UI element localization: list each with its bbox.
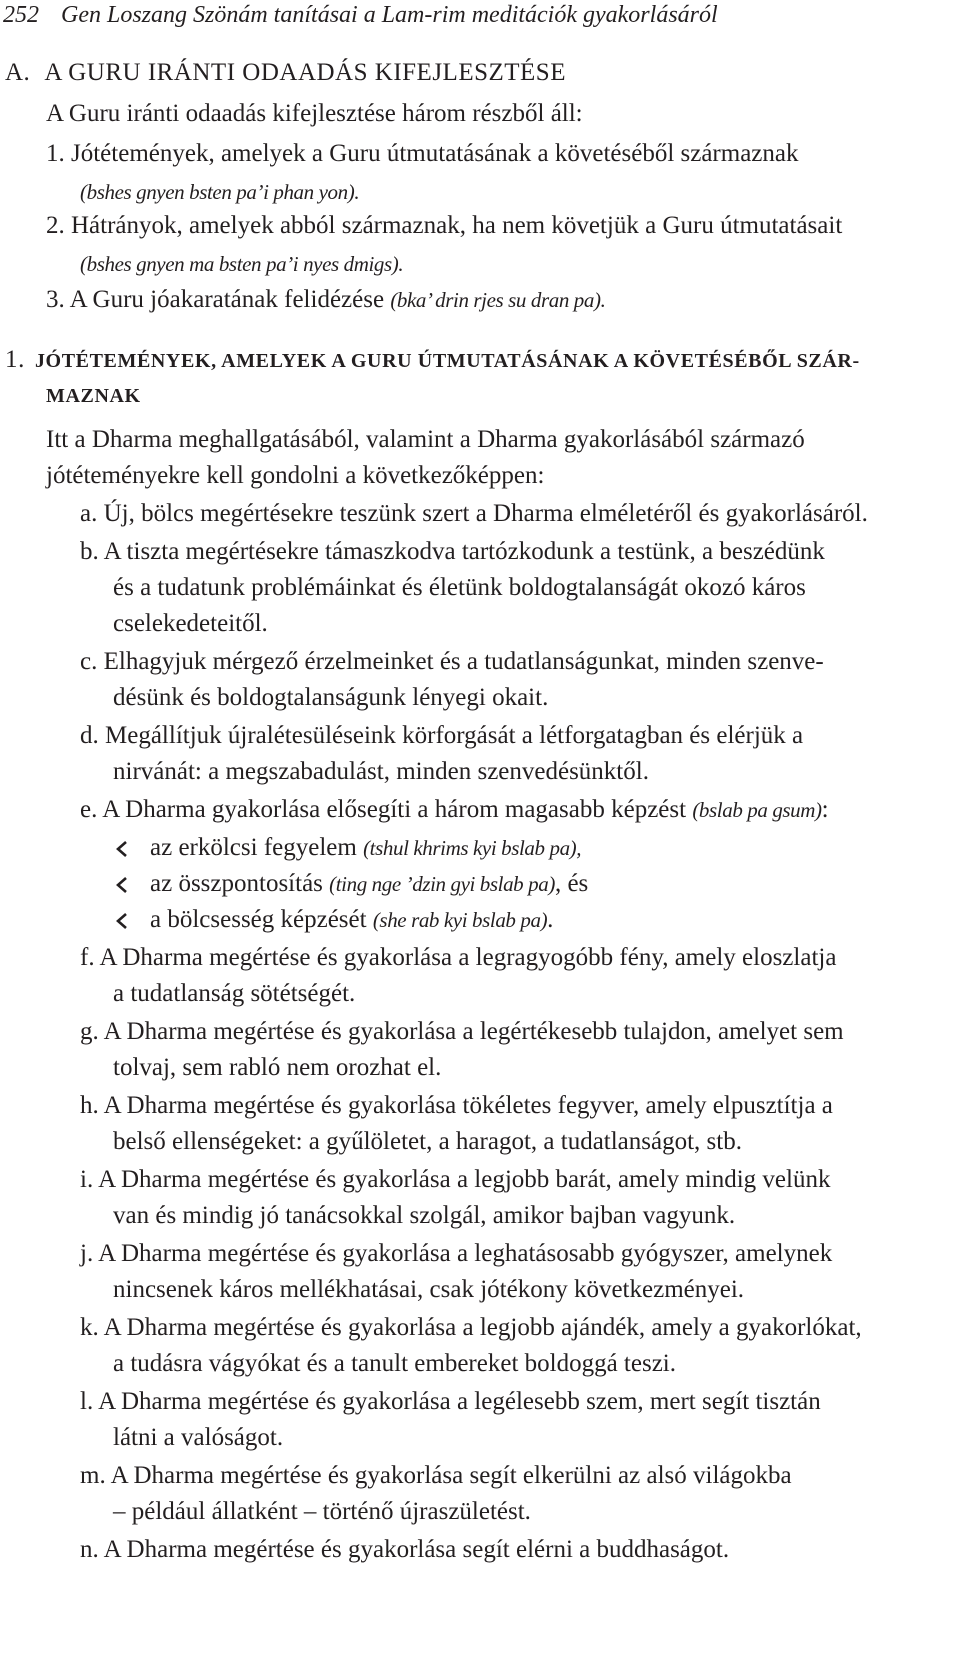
arrow-bullet-icon <box>116 904 150 936</box>
bullet-item-2 <box>116 868 588 900</box>
item-text: A Dharma megértése és gyakorlása a legragyogóbb fény, amely eloszlatja <box>99 944 837 971</box>
list-item-m <box>80 1460 792 1492</box>
list-item-c-line2: désünk és boldogtalanságunk lényegi okait. <box>113 684 549 711</box>
list-item-b-line3: cselekedeteitől. <box>113 610 268 637</box>
item-text: A Dharma gyakorlása elősegíti a három magasabb képzést <box>102 796 687 823</box>
item-number: 2. <box>46 212 65 239</box>
item-tibetan: (bslab pa gsum) <box>692 798 822 822</box>
list-item-l-line2: látni a valóságot. <box>113 1424 284 1451</box>
item-text: Elhagyjuk mérgező érzelmeinket és a tudatlanságunkat, minden szenve- <box>103 648 824 675</box>
item-text: Hátrányok, amelyek abból származnak, ha nem követjük a Guru útmutatásait <box>71 212 843 239</box>
item-text: A Dharma megértése és gyakorlása a legjobb barát, amely mindig velünk <box>98 1166 831 1193</box>
section-a-item-2 <box>46 210 842 242</box>
item-label: a. <box>80 500 98 527</box>
item-label: n. <box>80 1536 99 1563</box>
arrow-bullet-icon <box>116 868 150 900</box>
item-text: A Dharma megértése és gyakorlása a leghatásosabb gyógyszer, amelynek <box>98 1240 833 1267</box>
bullet-punct: , és <box>554 870 589 897</box>
section-1-intro-line1: Itt a Dharma meghallgatásából, valamint a Dharma gyakorlásából származó <box>46 426 805 453</box>
bullet-punct: . <box>547 906 554 933</box>
item-text: A tiszta megértésekre támaszkodva tartózkodunk a testünk, a beszédünk <box>103 538 825 565</box>
list-item-j-line2: nincsenek káros mellékhatásai, csak jótékony következményei. <box>113 1276 745 1303</box>
item-text: A Guru jóakaratának felidézése <box>69 286 385 313</box>
bullet-text: az erkölcsi fegyelem <box>150 834 357 861</box>
list-item-g <box>80 1016 844 1048</box>
section-a-label: A. <box>5 59 31 86</box>
bullet-text: a bölcsesség képzését <box>150 906 367 933</box>
list-item-g-line2: tolvaj, sem rabló nem orozhat el. <box>113 1054 442 1081</box>
list-item-n <box>80 1534 729 1566</box>
item-text: Jótétemények, amelyek a Guru útmutatásának a követéséből származnak <box>71 140 799 167</box>
item-text: A Dharma megértése és gyakorlása a legélesebb szem, mert segít tisztán <box>98 1388 821 1415</box>
item-text: A Dharma megértése és gyakorlása tökéletes fegyver, amely elpusztítja a <box>103 1092 833 1119</box>
section-1-intro-line2: jótéteményekre kell gondolni a következőképpen: <box>46 462 545 489</box>
item-label: i. <box>80 1166 94 1193</box>
list-item-k-line2: a tudásra vágyókat és a tanult embereket boldoggá teszi. <box>113 1350 676 1377</box>
item-label: d. <box>80 722 99 749</box>
list-item-i-line2: van és mindig jó tanácsokkal szolgál, amikor bajban vagyunk. <box>113 1202 736 1229</box>
section-a-item-2-tibetan: (bshes gnyen ma bsten pa’i nyes dmigs). <box>80 252 404 276</box>
item-text: A Dharma megértése és gyakorlása a legértékesebb tulajdon, amelyet sem <box>103 1018 844 1045</box>
item-text: A Dharma megértése és gyakorlása segít elkerülni az alsó világokba <box>110 1462 792 1489</box>
item-label: m. <box>80 1462 106 1489</box>
running-title: Gen Loszang Szönám tanításai a Lam-rim meditációk gyakorlásáról <box>61 2 718 28</box>
list-item-m-line2: – például állatként – történő újraszületést. <box>113 1498 531 1525</box>
item-number: 1. <box>46 140 65 167</box>
bullet-text: az összpontosítás <box>150 870 323 897</box>
list-item-a <box>80 498 868 530</box>
list-item-i <box>80 1164 830 1196</box>
list-item-f-line2: a tudatlanság sötétségét. <box>113 980 356 1007</box>
list-item-e <box>80 794 829 826</box>
section-a-item-1-tibetan: (bshes gnyen bsten pa’i phan yon). <box>80 180 360 204</box>
item-label: j. <box>80 1240 94 1267</box>
page-number: 252 <box>3 2 39 28</box>
section-1-label: 1. <box>5 346 25 373</box>
section-a-intro: A Guru iránti odaadás kifejlesztése három részből áll: <box>46 100 583 127</box>
item-label: h. <box>80 1092 99 1119</box>
running-header <box>3 0 718 30</box>
item-label: c. <box>80 648 98 675</box>
bullet-item-3 <box>116 904 553 936</box>
item-label: f. <box>80 944 95 971</box>
list-item-c <box>80 646 824 678</box>
list-item-l <box>80 1386 821 1418</box>
section-1-heading <box>5 344 860 377</box>
section-1-title-line1: JÓTÉTEMÉNYEK, AMELYEK A GURU ÚTMUTATÁSÁNAK A KÖVETÉSÉBŐL SZÁR- <box>34 350 860 372</box>
item-text: A Dharma megértése és gyakorlása a legjobb ajándék, amely a gyakorlókat, <box>103 1314 862 1341</box>
item-label: g. <box>80 1018 99 1045</box>
list-item-f <box>80 942 836 974</box>
item-label: l. <box>80 1388 94 1415</box>
section-1-title-line2: MAZNAK <box>46 385 141 407</box>
bullet-tibetan: (tshul khrims kyi bslab pa), <box>363 836 582 860</box>
section-a-title: A GURU IRÁNTI ODAADÁS KIFEJLESZTÉSE <box>44 59 566 86</box>
item-punct: : <box>821 796 829 823</box>
item-text: Megállítjuk újralétesüléseink körforgását a létforgatagban és elérjük a <box>105 722 804 749</box>
bullet-tibetan: (ting nge ’dzin gyi bslab pa) <box>329 872 555 896</box>
list-item-h <box>80 1090 833 1122</box>
list-item-k <box>80 1312 862 1344</box>
item-number: 3. <box>46 286 65 313</box>
item-tibetan: (bka’ drin rjes su dran pa). <box>390 288 606 312</box>
list-item-b <box>80 536 825 568</box>
list-item-h-line2: belső ellenségeket: a gyűlöletet, a haragot, a tudatlanságot, stb. <box>113 1128 742 1155</box>
bullet-item-1 <box>116 832 581 864</box>
item-label: k. <box>80 1314 99 1341</box>
bullet-tibetan: (she rab kyi bslab pa) <box>372 908 548 932</box>
item-label: b. <box>80 538 99 565</box>
section-a-item-1 <box>46 138 799 170</box>
section-a-item-3 <box>46 284 605 316</box>
list-item-b-line2: és a tudatunk problémáinkat és életünk boldogtalanságát okozó káros <box>113 574 806 601</box>
list-item-j <box>80 1238 832 1270</box>
arrow-bullet-icon <box>116 832 150 864</box>
list-item-d-line2: nirvánát: a megszabadulást, minden szenvedésünktől. <box>113 758 649 785</box>
item-label: e. <box>80 796 98 823</box>
list-item-d <box>80 720 803 752</box>
item-text: A Dharma megértése és gyakorlása segít elérni a buddhaságot. <box>103 1536 730 1563</box>
item-text: Új, bölcs megértésekre teszünk szert a Dharma elméletéről és gyakorlásáról. <box>103 500 868 527</box>
section-a-heading <box>5 57 566 89</box>
